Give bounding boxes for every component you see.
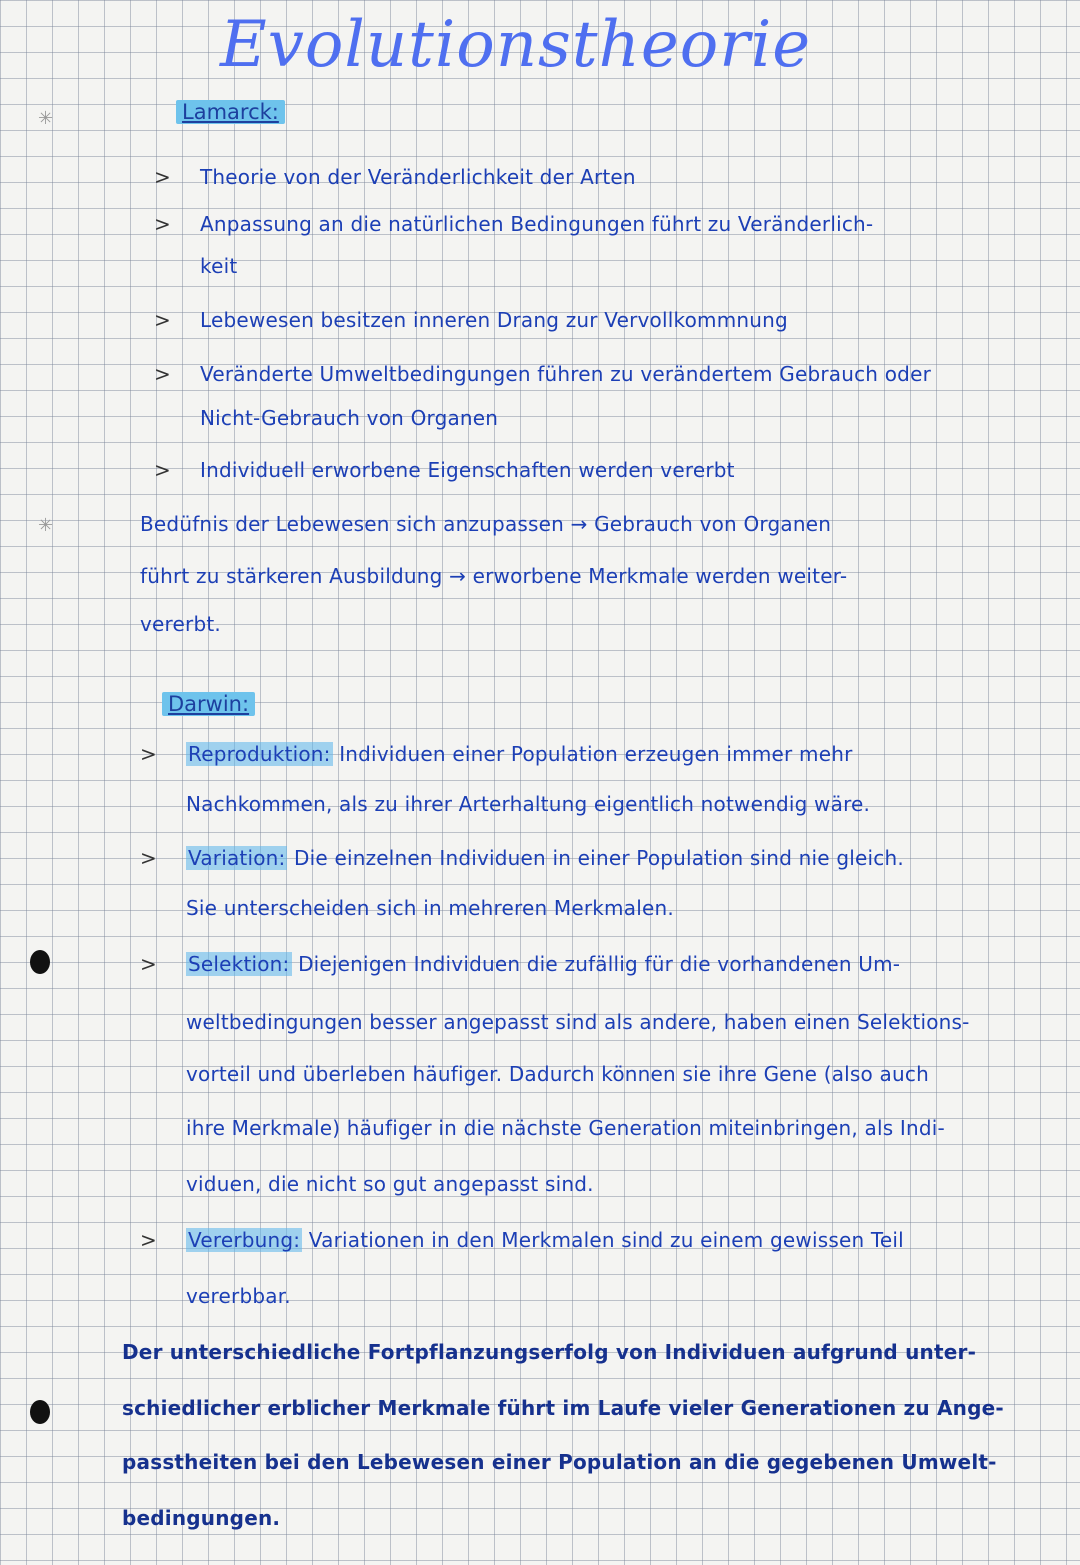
darwin-item-text: Diejenigen Individuen die zufällig für die vorhandenen Um- xyxy=(298,952,901,976)
darwin-item-text: vererbbar. xyxy=(186,1284,291,1308)
darwin-term-label: Variation: xyxy=(188,846,286,870)
page-title: Evolutionstheorie xyxy=(220,8,812,82)
bullet-marker: > xyxy=(154,362,171,386)
lamarck-bullet-text: Anpassung an die natürlichen Bedingungen führt zu Veränderlich- xyxy=(200,212,874,236)
binder-hole-icon xyxy=(30,1400,50,1424)
bullet-marker: > xyxy=(140,846,157,870)
darwin-term-label: Selektion: xyxy=(188,952,290,976)
darwin-item-text: Die einzelnen Individuen in einer Population sind nie gleich. xyxy=(294,846,904,870)
lamarck-bullet-text: Theorie von der Veränderlichkeit der Arten xyxy=(200,165,636,189)
darwin-summary-line: passtheiten bei den Lebewesen einer Population an die gegebenen Umwelt- xyxy=(122,1450,997,1474)
bullet-marker: > xyxy=(154,212,171,236)
darwin-summary-line: schiedlicher erblicher Merkmale führt im Laufe vieler Generationen zu Ange- xyxy=(122,1396,1004,1420)
bullet-marker: > xyxy=(140,952,157,976)
darwin-item-text: ihre Merkmale) häufiger in die nächste Generation miteinbringen, als Indi- xyxy=(186,1116,945,1140)
darwin-item-text: viduen, die nicht so gut angepasst sind. xyxy=(186,1172,594,1196)
pin-mark-icon: ✳ xyxy=(38,515,54,536)
lamarck-bullet-text: Nicht-Gebrauch von Organen xyxy=(200,406,499,430)
darwin-summary-line: Der unterschiedliche Fortpflanzungserfolg von Individuen aufgrund unter- xyxy=(122,1340,977,1364)
binder-hole-icon xyxy=(30,950,50,974)
lamarck-bullet-text: Veränderte Umweltbedingungen führen zu verändertem Gebrauch oder xyxy=(200,362,931,386)
darwin-item-text: Sie unterscheiden sich in mehreren Merkmalen. xyxy=(186,896,674,920)
darwin-heading: Darwin: xyxy=(162,692,255,716)
darwin-term-label: Reproduktion: xyxy=(188,742,331,766)
darwin-item-text: Variationen in den Merkmalen sind zu einem gewissen Teil xyxy=(308,1228,904,1252)
lamarck-summary-line: vererbt. xyxy=(140,612,221,636)
lamarck-bullet-text: keit xyxy=(200,254,238,278)
lamarck-bullet-text: Lebewesen besitzen inneren Drang zur Vervollkommnung xyxy=(200,308,788,332)
lamarck-summary-line: führt zu stärkeren Ausbildung → erworbene Merkmale werden weiter- xyxy=(140,564,848,588)
darwin-item-text: Nachkommen, als zu ihrer Arterhaltung eigentlich notwendig wäre. xyxy=(186,792,871,816)
darwin-term xyxy=(186,1228,904,1252)
bullet-marker: > xyxy=(154,165,171,189)
pin-mark-icon: ✳ xyxy=(38,108,54,129)
lamarck-bullet-text: Individuell erworbene Eigenschaften werden vererbt xyxy=(200,458,735,482)
darwin-term-label: Vererbung: xyxy=(188,1228,301,1252)
darwin-term xyxy=(186,742,853,766)
bullet-marker: > xyxy=(140,742,157,766)
darwin-item-text: vorteil und überleben häufiger. Dadurch können sie ihre Gene (also auch xyxy=(186,1062,929,1086)
bullet-marker: > xyxy=(154,308,171,332)
darwin-item-text: weltbedingungen besser angepasst sind als andere, haben einen Selektions- xyxy=(186,1010,970,1034)
darwin-item-text: Individuen einer Population erzeugen immer mehr xyxy=(339,742,853,766)
bullet-marker: > xyxy=(140,1228,157,1252)
lamarck-summary-line: Bedüfnis der Lebewesen sich anzupassen → Gebrauch von Organen xyxy=(140,512,832,536)
darwin-summary-line: bedingungen. xyxy=(122,1506,281,1530)
darwin-term xyxy=(186,952,900,976)
darwin-term xyxy=(186,846,904,870)
lamarck-heading: Lamarck: xyxy=(176,100,285,124)
bullet-marker: > xyxy=(154,458,171,482)
